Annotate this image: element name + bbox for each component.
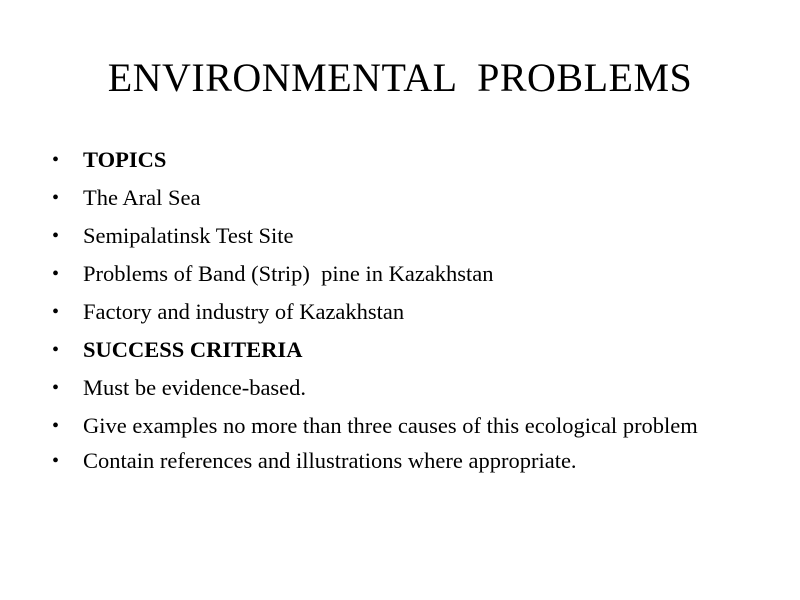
bullet-text: Factory and industry of Kazakhstan: [83, 299, 405, 324]
bullet-marker: •: [52, 301, 60, 323]
bullet-marker: •: [52, 377, 60, 399]
list-item: [52, 372, 752, 404]
bullet-marker: •: [52, 149, 60, 171]
bullet-marker: •: [52, 263, 60, 285]
bullet-marker: •: [52, 339, 60, 361]
bullet-marker: •: [52, 450, 60, 472]
list-item: [52, 144, 752, 176]
bullet-text: Contain references and illustrations where appropriate.: [83, 448, 577, 473]
bullet-marker: •: [52, 225, 60, 247]
bullet-text: Must be evidence-based.: [83, 375, 307, 400]
list-item: [52, 445, 752, 477]
bullet-list: [52, 144, 752, 483]
list-item: [52, 258, 752, 290]
bullet-text: Give examples no more than three causes of this ecological problem: [83, 413, 698, 438]
list-item: [52, 296, 752, 328]
bullet-text: The Aral Sea: [83, 185, 201, 210]
bullet-text: Problems of Band (Strip) pine in Kazakhstan: [83, 261, 494, 286]
bullet-text-success-criteria: SUCCESS CRITERIA: [83, 337, 303, 362]
bullet-marker: •: [52, 415, 60, 437]
list-item: [52, 410, 752, 442]
list-item: [52, 334, 752, 366]
bullet-text-topics: TOPICS: [83, 147, 167, 172]
bullet-text: Semipalatinsk Test Site: [83, 223, 294, 248]
list-item: [52, 182, 752, 214]
list-item: [52, 220, 752, 252]
slide-title: ENVIRONMENTAL PROBLEMS: [107, 55, 693, 100]
bullet-marker: •: [52, 187, 60, 209]
